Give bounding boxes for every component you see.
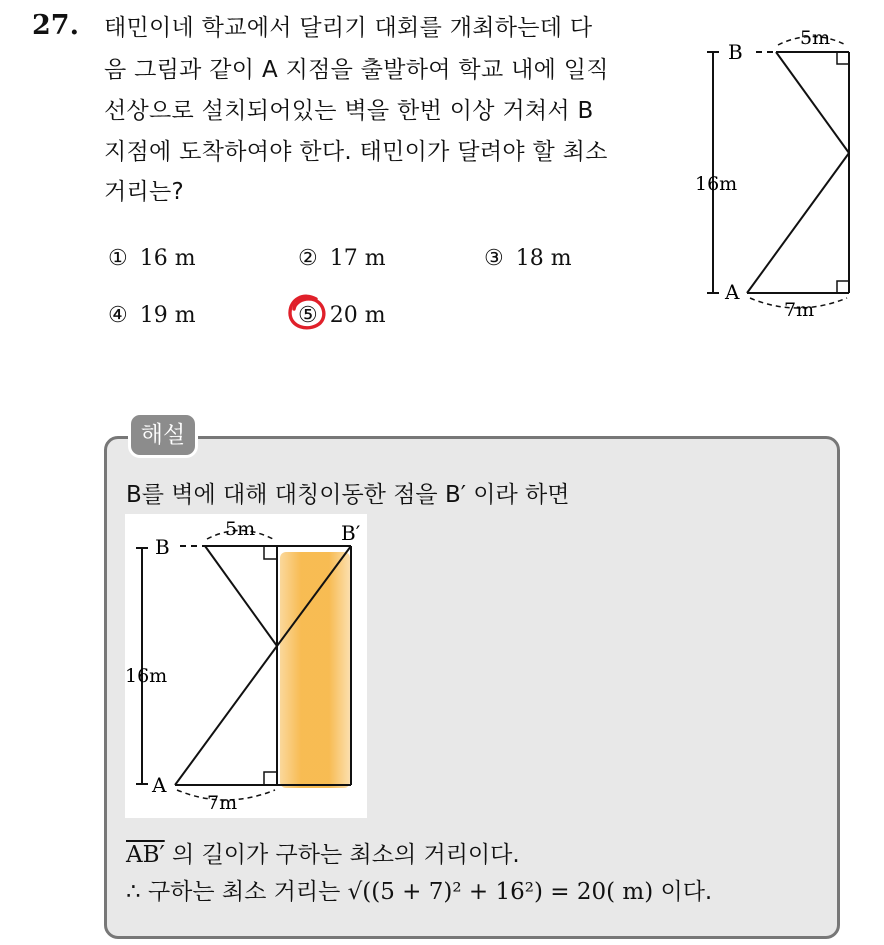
fig-top-length: 5m (800, 27, 831, 49)
solution-tab: 해설 (128, 412, 198, 458)
question-line-5: 거리는? (104, 179, 185, 205)
fig-label-a: A (725, 280, 740, 304)
choice-1-text: 16 m (139, 246, 196, 271)
choice-5-mark: ⑤ (298, 303, 318, 328)
solution-intro: B를 벽에 대해 대칭이동한 점을 B′ 이라 하면 (126, 482, 570, 508)
segment-ab-prime: AB′ (126, 842, 165, 868)
choice-4[interactable] (108, 303, 196, 328)
sol-fig-label-b: B (155, 535, 170, 559)
choice-4-mark: ④ (108, 303, 128, 328)
solution-line-2 (126, 873, 712, 906)
fig-label-b: B (728, 40, 743, 64)
question-line-4: 지점에 도착하여야 한다. 태민이가 달려야 할 최소 (104, 139, 608, 165)
sol-fig-top-length: 5m (225, 518, 256, 540)
question-number: 27. (32, 10, 79, 41)
sol-fig-bottom-length: 7m (207, 792, 238, 814)
solution-line-2-suffix: 이다. (653, 879, 713, 905)
choice-1[interactable] (108, 246, 196, 271)
choice-5-text: 20 m (329, 303, 386, 328)
sol-fig-label-a: A (152, 773, 167, 797)
choice-2-text: 17 m (329, 246, 386, 271)
sol-fig-side-length: 16m (125, 665, 168, 687)
sol-fig-label-b-prime: B′ (341, 521, 361, 545)
choice-3-text: 18 m (515, 246, 572, 271)
choice-2[interactable] (298, 246, 386, 271)
solution-formula: √((5 + 7)² + 16²) = 20( m) (347, 879, 654, 905)
problem-figure (692, 18, 862, 328)
answer-circle-mark (286, 293, 332, 335)
choice-2-mark: ② (298, 246, 318, 271)
solution-line-1-rest: 의 길이가 구하는 최소의 거리이다. (164, 842, 520, 868)
question-line-1: 태민이네 학교에서 달리기 대회를 개최하는데 다 (104, 15, 593, 41)
choice-3-mark: ③ (484, 246, 504, 271)
question-line-2: 음 그림과 같이 A 지점을 출발하여 학교 내에 일직 (104, 57, 609, 83)
solution-figure (125, 514, 367, 818)
fig-bottom-length: 7m (784, 299, 815, 321)
solution-line-1 (126, 836, 520, 869)
choice-3[interactable] (484, 246, 572, 271)
choice-1-mark: ① (108, 246, 128, 271)
choice-4-text: 19 m (139, 303, 196, 328)
reflected-region-highlight (280, 552, 350, 788)
solution-line-2-prefix: ∴ 구하는 최소 거리는 (126, 879, 348, 905)
fig-side-length: 16m (695, 173, 738, 195)
question-line-3: 선상으로 설치되어있는 벽을 한번 이상 거쳐서 B (104, 98, 594, 124)
